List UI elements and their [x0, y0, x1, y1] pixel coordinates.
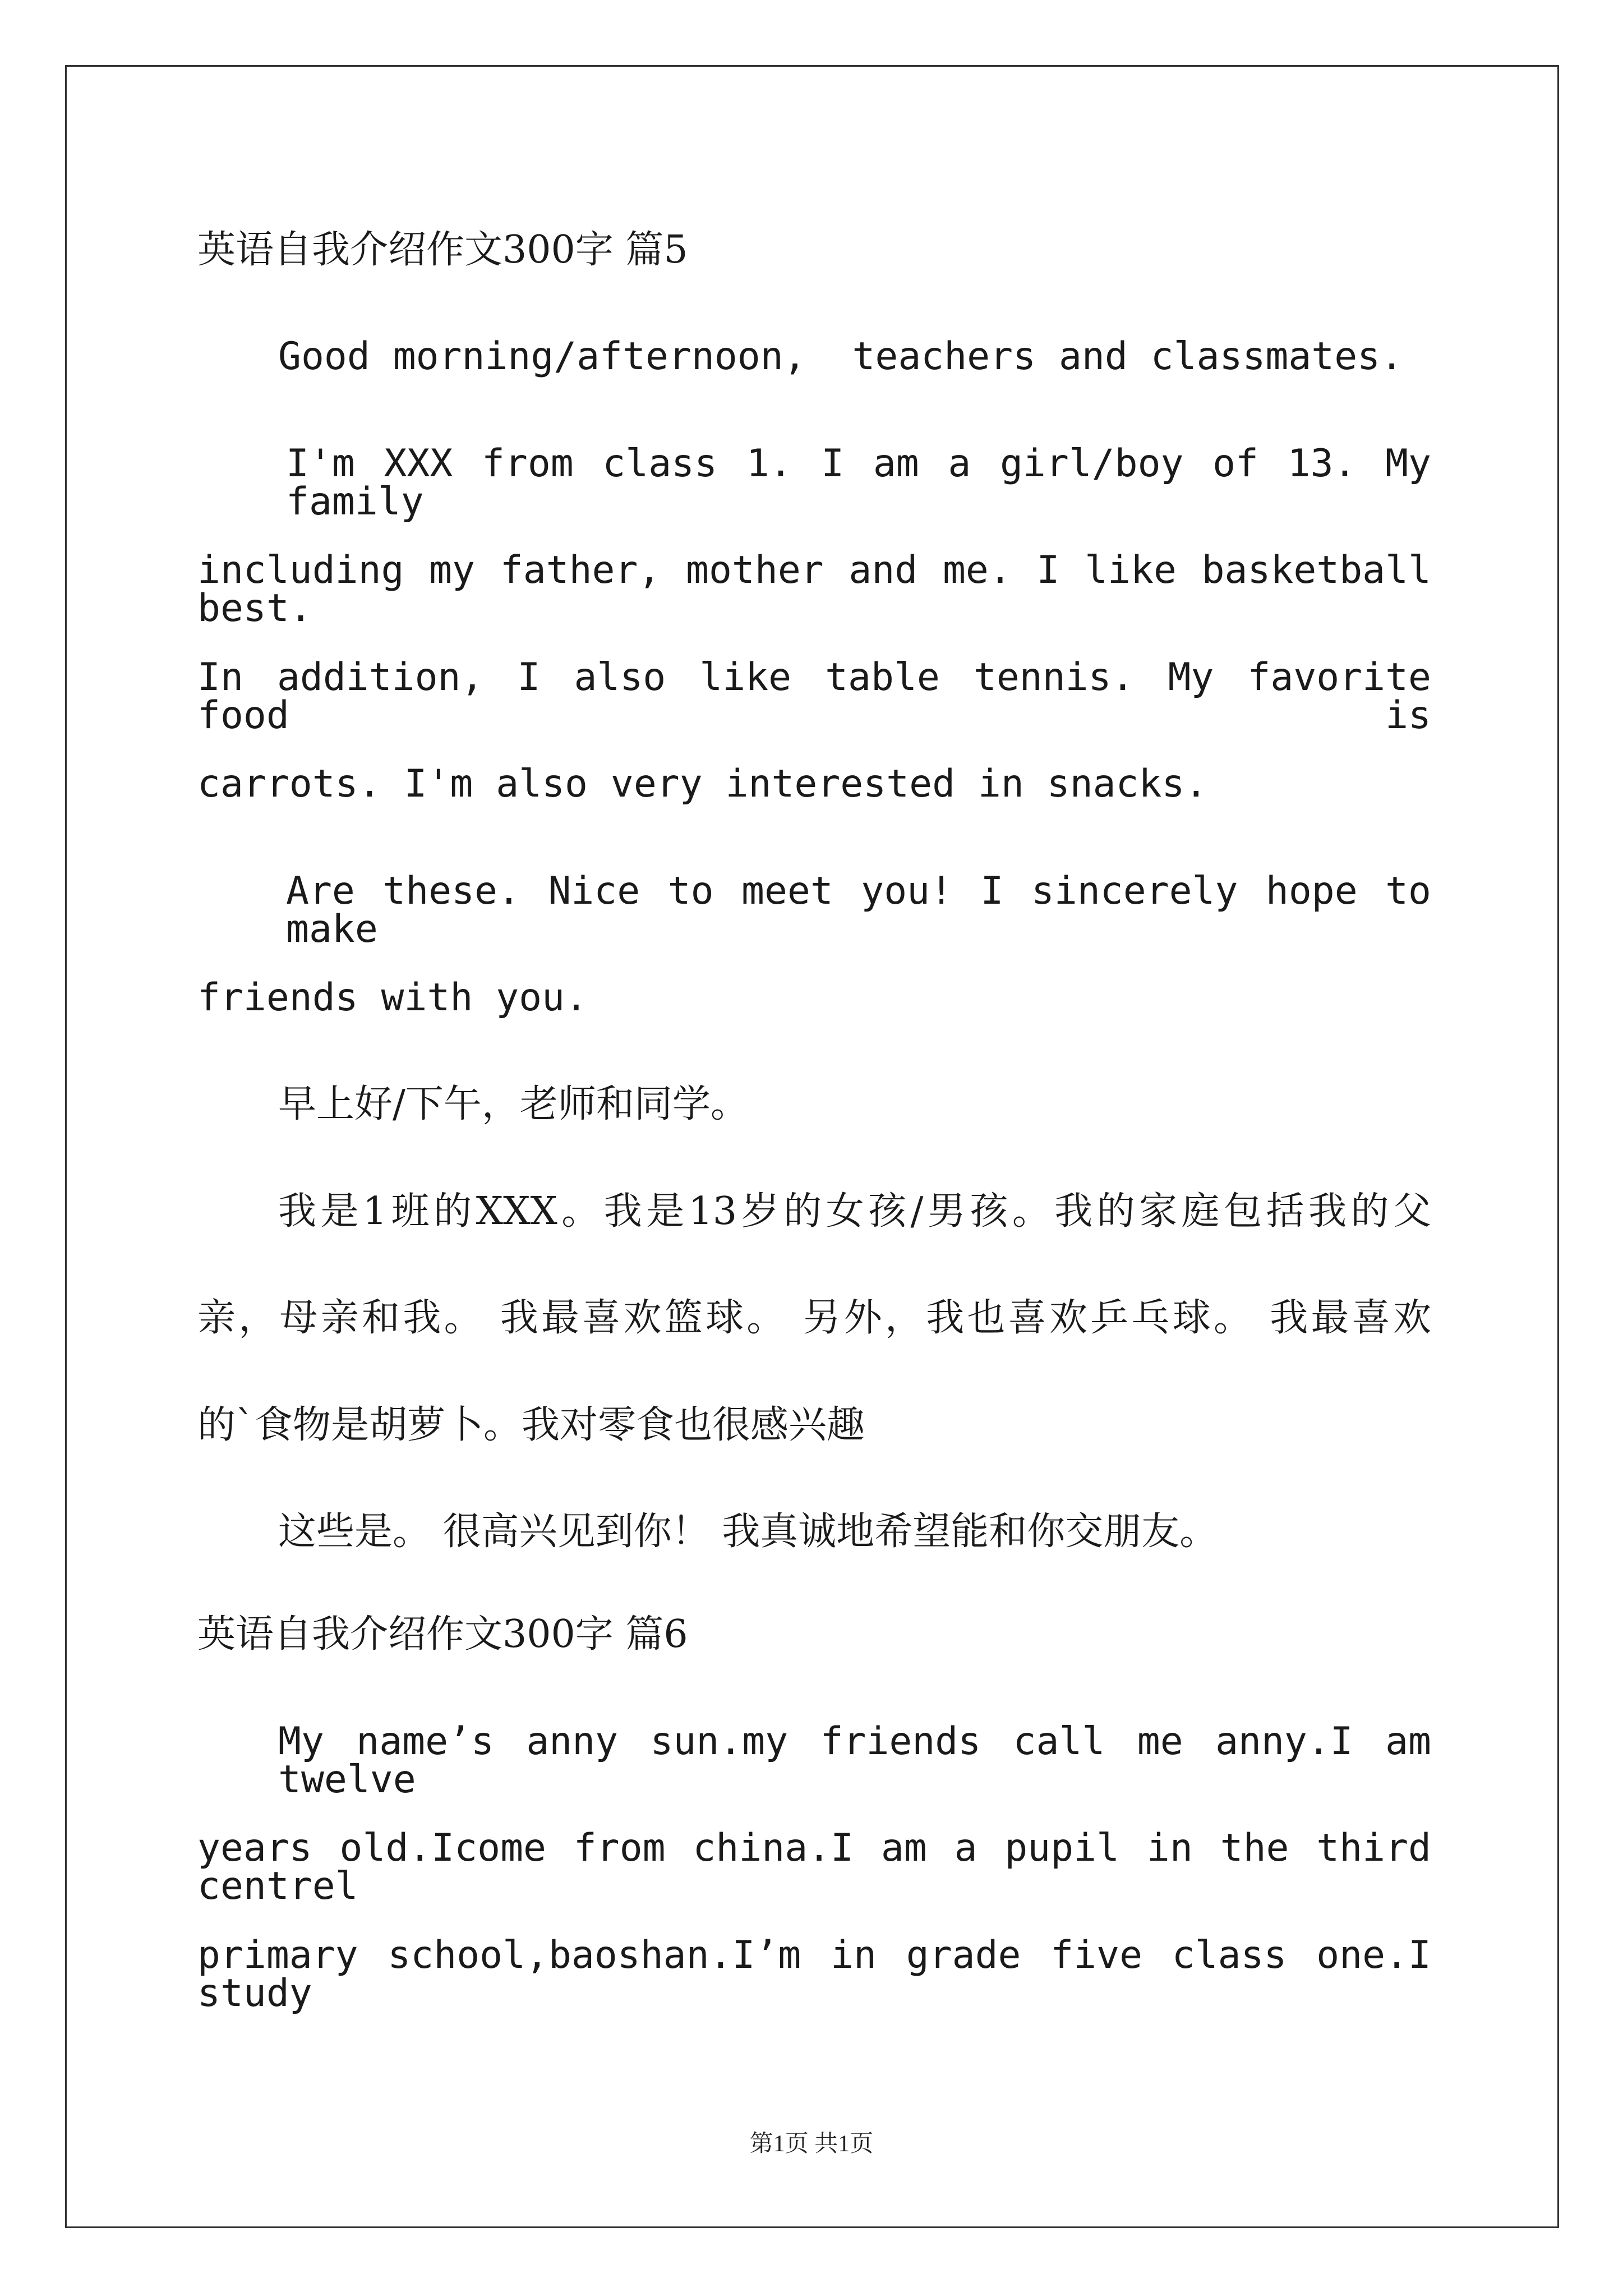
english-paragraph-anny-line: My name’s anny sun.my friends call me anny.I am twelve — [278, 1719, 1431, 1802]
chinese-paragraph-intro-line: 的`食物是胡萝卜。我对零食也很感兴趣 — [197, 1403, 865, 1447]
english-paragraph-greeting: Good morning/afternoon, teachers and classmates. — [278, 334, 1404, 379]
chinese-paragraph-intro-line: 我是1班的XXX。我是13岁的女孩/男孩。我的家庭包括我的父 — [278, 1189, 1431, 1234]
chinese-paragraph-greeting: 早上好/下午，老师和同学。 — [278, 1082, 749, 1126]
section-heading-6: 英语自我介绍作文300字 篇6 — [197, 1612, 688, 1657]
english-paragraph-anny-line: years old.Icome from china.I am a pupil in the third centrel — [197, 1826, 1431, 1908]
chinese-paragraph-intro-line: 亲，母亲和我。 我最喜欢篮球。 另外，我也喜欢乒乓球。 我最喜欢 — [197, 1296, 1431, 1340]
english-paragraph-closing-line: friends with you. — [197, 976, 588, 1020]
section-heading-5: 英语自我介绍作文300字 篇5 — [197, 228, 688, 272]
chinese-paragraph-closing: 这些是。 很高兴见到你！ 我真诚地希望能和你交朋友。 — [278, 1510, 1218, 1554]
english-paragraph-closing-line: Are these. Nice to meet you! I sincerely hope to make — [286, 869, 1431, 951]
english-paragraph-anny-line: primary school,baoshan.I’m in grade five class one.I study — [197, 1933, 1431, 2016]
english-paragraph-intro-line: I'm XXX from class 1. I am a girl/boy of 13. My family — [286, 441, 1431, 524]
english-paragraph-intro-line: carrots. I'm also very interested in snacks. — [197, 762, 1208, 806]
english-paragraph-intro-line: In addition, I also like table tennis. My favorite food is — [197, 655, 1431, 738]
english-paragraph-intro-line: including my father, mother and me. I like basketball best. — [197, 548, 1431, 631]
page-number-footer: 第1页 共1页 — [749, 2131, 874, 2157]
